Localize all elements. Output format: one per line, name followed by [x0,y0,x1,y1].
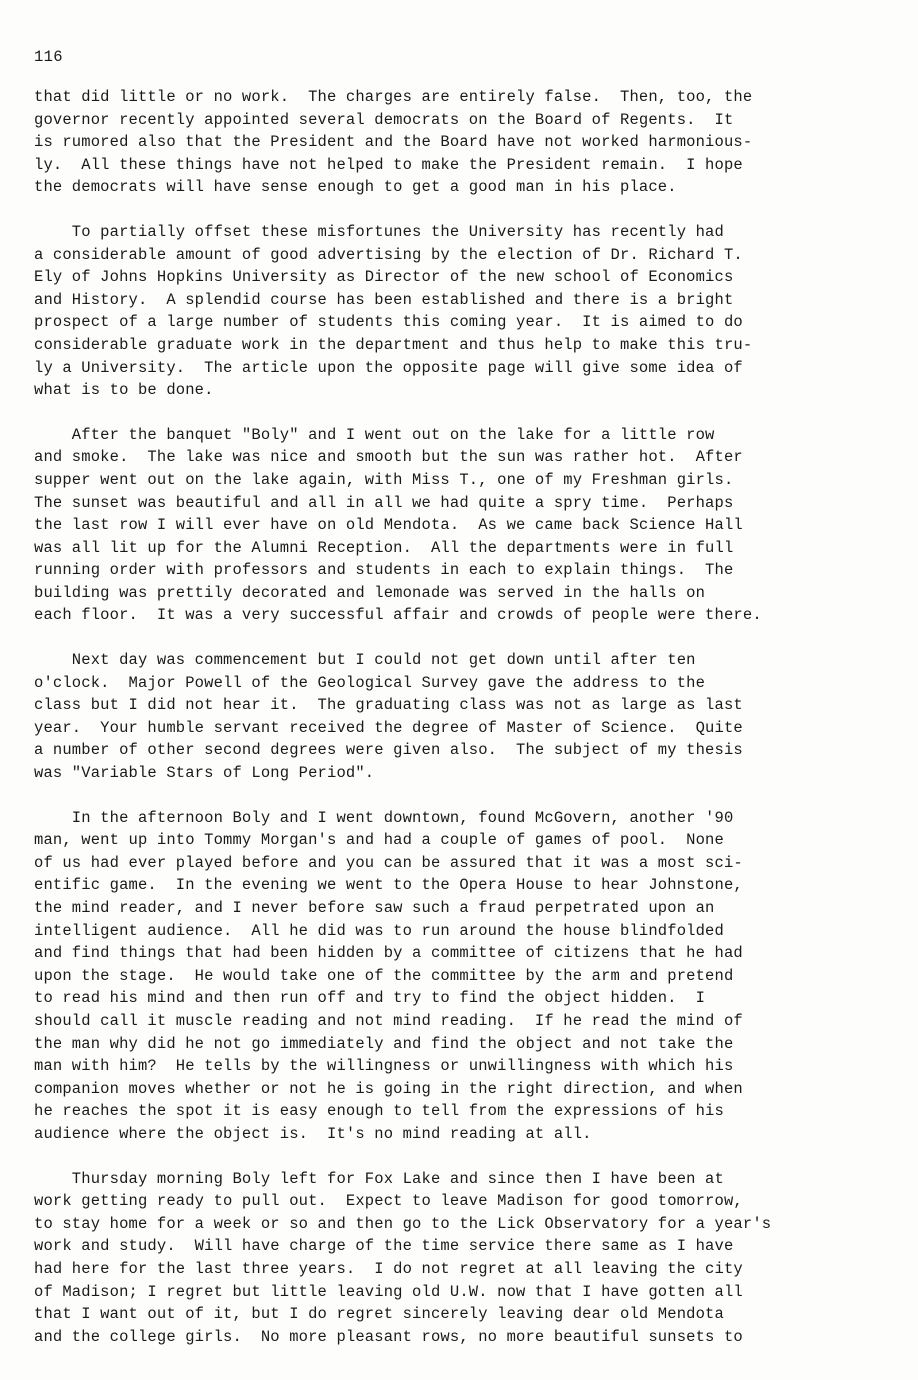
body-text [34,86,894,1370]
text-line: of us had ever played before and you can be assured that it was a most sci- [34,853,743,872]
text-line: should call it muscle reading and not mind reading. If he read the mind of [34,1011,743,1030]
text-line: each floor. It was a very successful affair and crowds of people were there. [34,606,762,625]
text-line: he reaches the spot it is easy enough to tell from the expressions of his [34,1102,724,1121]
text-line: to read his mind and then run off and try to find the object hidden. I [34,989,706,1008]
text-line: that did little or no work. The charges are entirely false. Then, too, the [34,88,753,106]
page-number: 116 [34,48,63,66]
text-line: was all lit up for the Alumni Reception. All the departments were in full [34,538,734,557]
text-line: Next day was commencement but I could not get down until after ten [34,651,696,670]
text-line: and smoke. The lake was nice and smooth but the sun was rather hot. After [34,448,743,467]
text-line: man, went up into Tommy Morgan's and had a couple of games of pool. None [34,831,724,850]
text-line: Ely of Johns Hopkins University as Director of the new school of Economics [34,268,734,287]
text-line: prospect of a large number of students this coming year. It is aimed to do [34,313,743,332]
text-line: and the college girls. No more pleasant rows, no more beautiful sunsets to [34,1327,743,1346]
text-line: is rumored also that the President and the Board have not worked harmonious- [34,133,753,152]
text-line: to stay home for a week or so and then go to the Lick Observatory for a year's [34,1214,772,1233]
paragraph [34,424,894,627]
text-line: considerable graduate work in the department and thus help to make this tru- [34,335,753,354]
text-line: governor recently appointed several democrats on the Board of Regents. It [34,110,734,129]
text-line: and find things that had been hidden by a committee of citizens that he had [34,944,743,963]
text-line: In the afternoon Boly and I went downtown, found McGovern, another '90 [34,808,734,827]
text-line: work and study. Will have charge of the time service there same as I have [34,1237,734,1256]
paragraph [34,807,894,1146]
paragraph [34,1168,894,1349]
text-line: work getting ready to pull out. Expect to leave Madison for good tomorrow, [34,1192,743,1211]
text-line: o'clock. Major Powell of the Geological Survey gave the address to the [34,673,706,692]
text-line: what is to be done. [34,381,214,400]
text-line: The sunset was beautiful and all in all we had quite a spry time. Perhaps [34,493,734,512]
text-line: ly. All these things have not helped to make the President remain. I hope [34,155,743,174]
text-line: had here for the last three years. I do not regret at all leaving the city [34,1259,743,1278]
text-line: the democrats will have sense enough to get a good man in his place. [34,178,677,197]
text-line: companion moves whether or not he is going in the right direction, and when [34,1079,743,1098]
text-line: To partially offset these misfortunes the University has recently had [34,222,724,241]
text-line: the man why did he not go immediately and find the object and not take the [34,1034,734,1053]
text-line: After the banquet "Boly" and I went out on the lake for a little row [34,425,715,444]
text-line: entific game. In the evening we went to the Opera House to hear Johnstone, [34,876,743,895]
text-line: intelligent audience. All he did was to run around the house blindfolded [34,921,724,940]
text-line: was "Variable Stars of Long Period". [34,764,375,783]
text-line: of Madison; I regret but little leaving old U.W. now that I have gotten all [34,1282,743,1301]
text-line: audience where the object is. It's no mind reading at all. [34,1124,592,1143]
text-line: building was prettily decorated and lemonade was served in the halls on [34,583,706,602]
paragraph [34,86,894,199]
text-line: man with him? He tells by the willingness or unwillingness with which his [34,1057,734,1076]
text-line: upon the stage. He would take one of the committee by the arm and pretend [34,966,734,985]
text-line: class but I did not hear it. The graduating class was not as large as last [34,696,743,715]
text-line: the mind reader, and I never before saw such a fraud perpetrated upon an [34,899,715,917]
text-line: year. Your humble servant received the degree of Master of Science. Quite [34,718,743,737]
text-line: the last row I will ever have on old Mendota. As we came back Science Hall [34,516,743,535]
text-line: ly a University. The article upon the opposite page will give some idea of [34,358,743,377]
text-line: supper went out on the lake again, with Miss T., one of my Freshman girls. [34,470,734,489]
text-line: running order with professors and students in each to explain things. The [34,561,734,580]
text-line: that I want out of it, but I do regret sincerely leaving dear old Mendota [34,1305,724,1324]
paragraph [34,649,894,785]
text-line: a considerable amount of good advertising by the election of Dr. Richard T. [34,245,743,264]
paragraph [34,221,894,402]
text-line: a number of other second degrees were given also. The subject of my thesis [34,741,743,760]
text-line: Thursday morning Boly left for Fox Lake and since then I have been at [34,1169,724,1188]
text-line: and History. A splendid course has been established and there is a bright [34,290,734,309]
